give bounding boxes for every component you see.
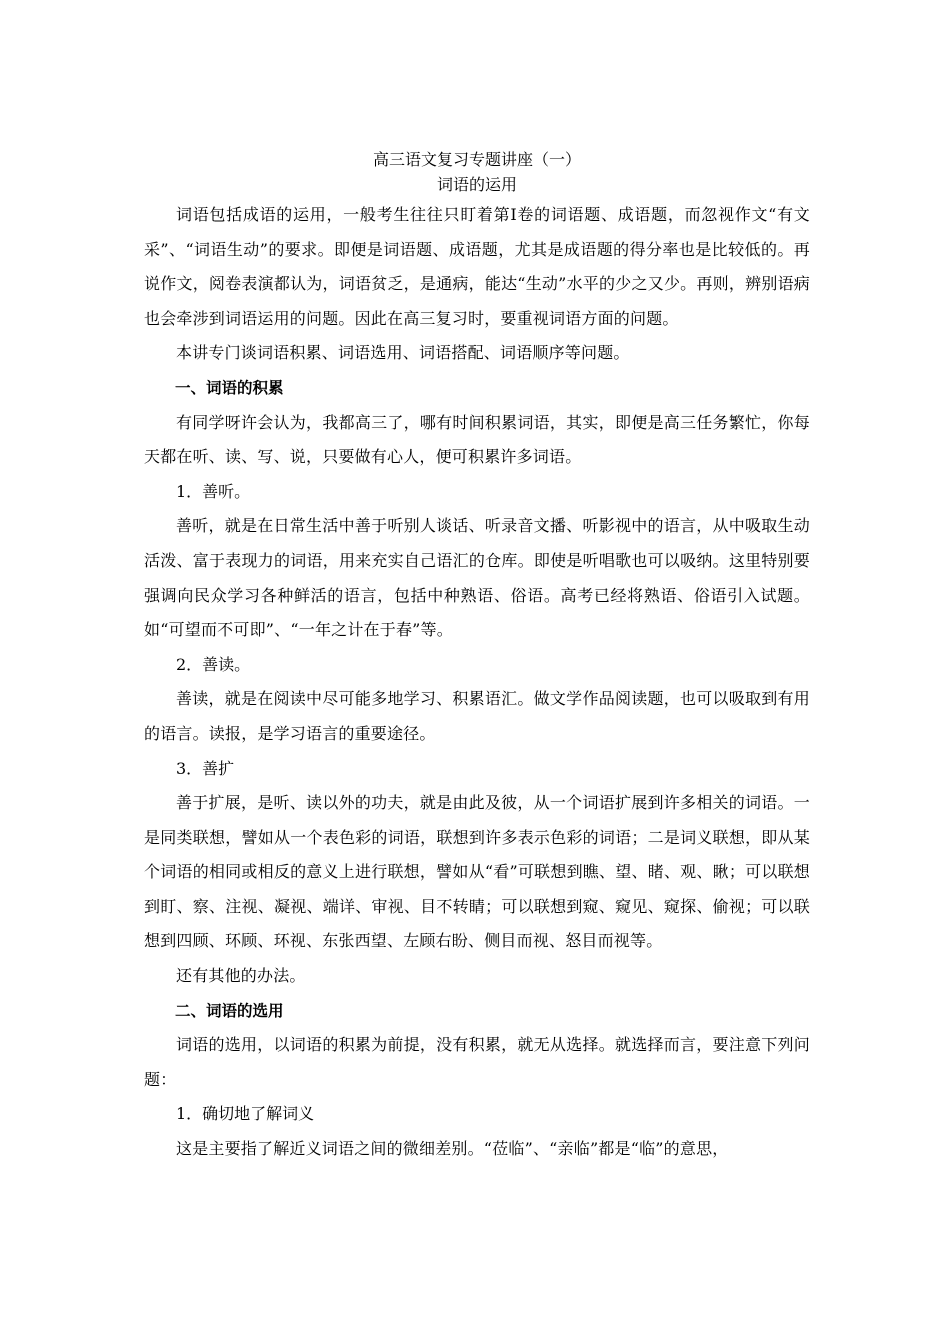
section1-item2-label: 2．善读。	[176, 654, 251, 674]
section1-item3-label: 3．善扩	[176, 758, 235, 778]
intro-paragraph: 词语包括成语的运用，一般考生往往只盯着第Ⅰ卷的词语题、成语题，而忽视作文“有文采”、“词语生动”的要求。即便是词语题、成语题，尤其是成语题的得分率也是比较低的。再说作文，阅卷表演都认为，词语贫乏，是通病，能达“生动”水平的少之又少。再则，辨别语病也会牵涉到词语运用的问题。因此在高三复习时，要重视词语方面的问题。	[144, 205, 810, 328]
section2-intro: 词语的选用，以词语的积累为前提，没有积累，就无从选择。就选择而言，要注意下列问题：	[144, 1035, 810, 1089]
section-heading-accumulation: 一、词语的积累	[175, 378, 284, 397]
section1-outro: 还有其他的办法。	[176, 966, 306, 986]
document-title: 高三语文复习专题讲座（一）	[372, 150, 581, 169]
section1-intro: 有同学呀许会认为，我都高三了，哪有时间积累词语，其实，即便是高三任务繁忙，你每天都在听、读、写、说，只要做有心人，便可积累许多词语。	[144, 412, 810, 467]
section1-item3-text: 善于扩展，是听、读以外的功夫，就是由此及彼，从一个词语扩展到许多相关的词语。一是同类联想，譬如从一个表色彩的词语，联想到许多表示色彩的词语；二是词义联想，即从某个词语的相同或相反的意义上进行联想，譬如从“看”可联想到瞧、望、睹、观、瞅；可以联想到盯、察、注视、凝视、端详、审视、目不转睛；可以联想到窥、窥见、窥探、偷视；可以联想到四顾、环顾、环视、东张西望、左顾右盼、侧目而视、怒目而视等。	[144, 793, 810, 951]
section2-item1-label: 1．确切地了解词义	[176, 1104, 315, 1124]
section-heading-selection: 二、词语的选用	[175, 1001, 284, 1020]
overview-paragraph: 本讲专门谈词语积累、词语选用、词语搭配、词语顺序等问题。	[176, 343, 630, 363]
document-subtitle: 词语的运用	[436, 175, 517, 194]
section1-item1-text: 善听，就是在日常生活中善于听别人谈话、听录音文播、听影视中的语言，从中吸取生动活泼、富于表现力的词语，用来充实自己语汇的仓库。即使是听唱歌也可以吸纳。这里特别要强调向民众学习各种鲜活的语言，包括中种熟语、俗语。高考已经将熟语、俗语引入试题。如“可望而不可即”、“一年之计在于春”等。	[144, 516, 810, 640]
section1-item2-text: 善读，就是在阅读中尽可能多地学习、积累语汇。做文学作品阅读题，也可以吸取到有用的语言。读报，是学习语言的重要途径。	[144, 689, 810, 743]
section2-item1-text: 这是主要指了解近义词语之间的微细差别。“莅临”、“亲临”都是“临”的意思，	[176, 1139, 729, 1159]
section1-item1-label: 1．善听。	[176, 481, 251, 501]
